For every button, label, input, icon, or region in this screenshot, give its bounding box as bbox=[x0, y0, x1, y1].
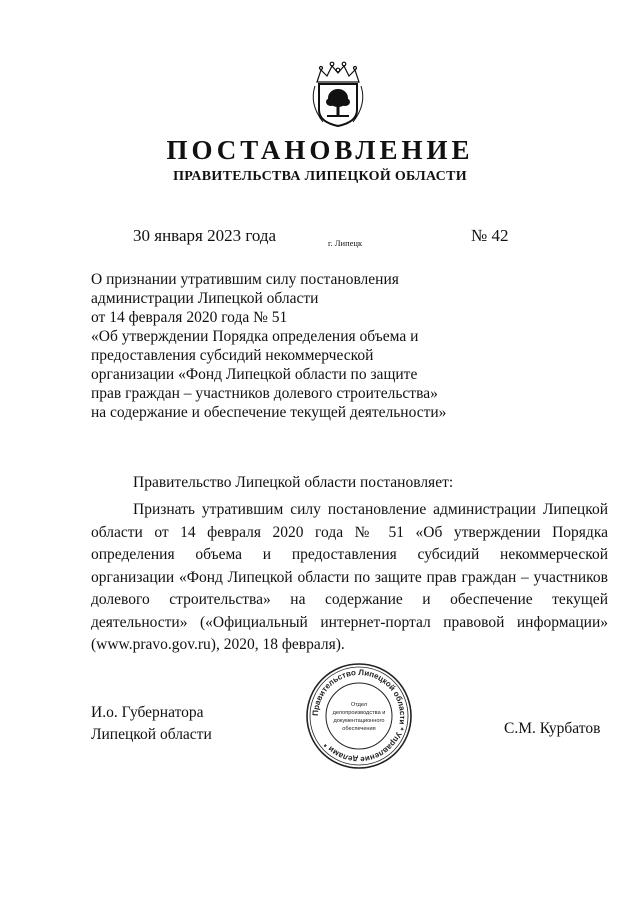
document-city: г. Липецк bbox=[328, 238, 363, 248]
signatory-name: С.М. Курбатов bbox=[504, 720, 601, 737]
official-stamp bbox=[304, 661, 414, 771]
signatory-position-line: Липецкой области bbox=[91, 726, 212, 743]
heading-line: «Об утверждении Порядка определения объема и bbox=[91, 328, 419, 345]
heading-line: предоставления субсидий некоммерческой bbox=[91, 347, 374, 364]
stamp-inner-line: обеспечения bbox=[342, 726, 376, 732]
document-title: ПОСТАНОВЛЕНИЕ bbox=[166, 135, 474, 165]
heading-line: прав граждан – участников долевого строительства» bbox=[91, 385, 438, 402]
coat-of-arms-icon bbox=[303, 58, 373, 128]
heading-line: на содержание и обеспечение текущей деятельности» bbox=[91, 404, 447, 421]
heading-line: О признании утратившим силу постановления bbox=[91, 271, 399, 288]
stamp-outer-text: Правительство Липецкой области * Управление делами * bbox=[310, 667, 408, 765]
heading-line: администрации Липецкой области bbox=[91, 290, 319, 307]
document-date: 30 января 2023 года bbox=[133, 226, 277, 245]
stamp-inner-line: Отдел bbox=[350, 702, 368, 708]
stamp-inner-line: делопроизводства и bbox=[332, 710, 386, 716]
document-subtitle: ПРАВИТЕЛЬСТВА ЛИПЕЦКОЙ ОБЛАСТИ bbox=[173, 169, 467, 184]
document-heading bbox=[91, 270, 511, 422]
signatory-position bbox=[91, 702, 212, 746]
stamp-inner-line: документационного bbox=[333, 718, 385, 724]
resolution-paragraph: Признать утратившим силу постановление администрации Липецкой области от 14 февраля 2020 года № 51 «Об утверждении Порядка определения объема и предоставления субсидий некоммерческой организации «Фонд Липецкой области по защите прав граждан – участников долевого строительства» на содержание и обеспечение текущей деятельности» («Официальный интернет-портал правовой информации» (www.pravo.gov.ru), 2020, 18 февраля). bbox=[91, 501, 608, 653]
document-number: № 42 bbox=[471, 226, 509, 245]
resolution-intro: Правительство Липецкой области постановляет: bbox=[133, 474, 454, 491]
signatory-position-line: И.о. Губернатора bbox=[91, 704, 204, 721]
heading-line: от 14 февраля 2020 года № 51 bbox=[91, 309, 288, 326]
heading-line: организации «Фонд Липецкой области по защите bbox=[91, 366, 418, 383]
